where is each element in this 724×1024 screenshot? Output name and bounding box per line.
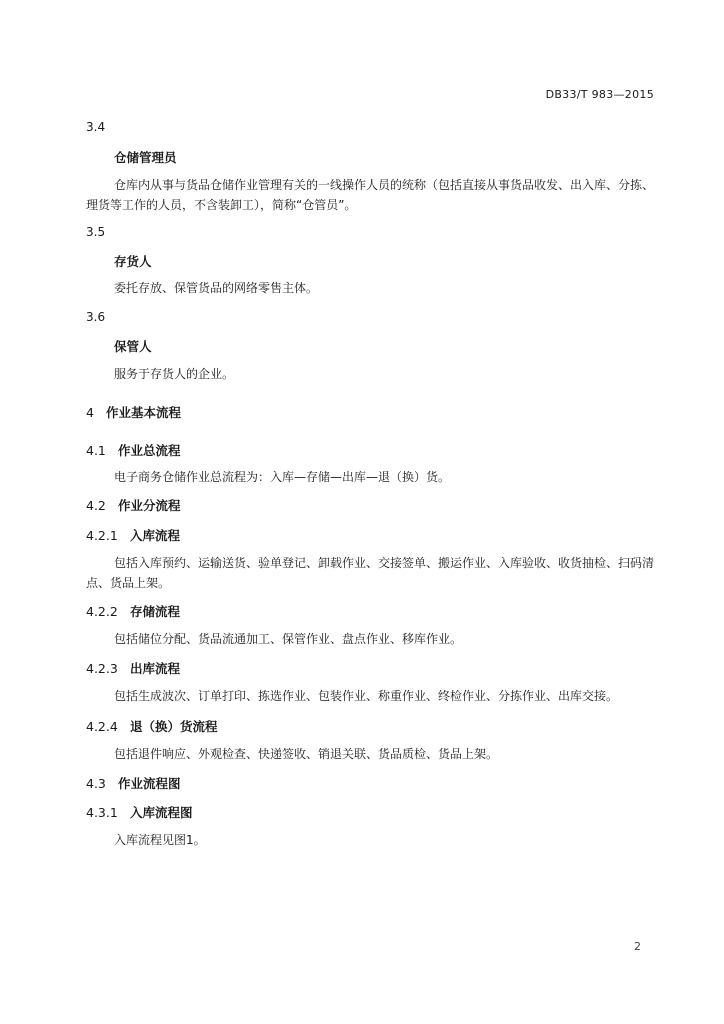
term-definition: 仓库内从事与货品仓储作业管理有关的一线操作人员的统称（包括直接从事货品收发、出入库、分拣、理货等工作的人员，不含装卸工），简称“仓管员”。 — [86, 178, 655, 212]
section-text: 包括储位分配、货品流通加工、保管作业、盘点作业、移库作业。 — [114, 632, 463, 646]
section-title: 作业流程图 — [118, 776, 181, 791]
term-definition: 委托存放、保管货品的网络零售主体。 — [114, 281, 319, 295]
section-number: 4.2 — [86, 498, 106, 513]
section-title: 存储流程 — [130, 604, 181, 619]
section-number: 4.2.1 — [86, 528, 118, 543]
section-title: 作业分流程 — [118, 498, 181, 513]
section-title: 出库流程 — [130, 661, 181, 676]
term-definition: 服务于存货人的企业。 — [114, 367, 235, 381]
document-id: DB33/T 983—2015 — [545, 88, 654, 101]
section-heading — [86, 441, 181, 459]
term-number: 3.6 — [86, 310, 106, 324]
section-number: 4 — [86, 405, 94, 420]
term-name: 存货人 — [114, 254, 152, 269]
section-text: 包括生成波次、订单打印、拣选作业、包装作业、称重作业、终检作业、分拣作业、出库交接。 — [114, 689, 619, 703]
section-title: 入库流程 — [130, 528, 181, 543]
section-text: 包括退件响应、外观检查、快递签收、销退关联、货品质检、货品上架。 — [114, 747, 499, 761]
section-title: 入库流程图 — [130, 805, 193, 820]
section-heading — [86, 526, 180, 544]
term-number: 3.4 — [86, 120, 106, 134]
section-text: 包括入库预约、运输送货、验单登记、卸载作业、交接签单、搬运作业、入库验收、收货抽检、扫码清点、货品上架。 — [86, 556, 655, 590]
section-text: 电子商务仓储作业总流程为：入库—存储—出库—退（换）货。 — [114, 470, 451, 484]
section-number: 4.3.1 — [86, 805, 118, 820]
section-heading — [86, 659, 180, 677]
section-heading — [86, 602, 180, 620]
section-text: 入库流程见图1。 — [114, 833, 206, 847]
term-number: 3.5 — [86, 225, 106, 239]
section-number: 4.1 — [86, 443, 106, 458]
section-number: 4.2.2 — [86, 604, 118, 619]
section-title: 作业总流程 — [118, 443, 181, 458]
section-number: 4.3 — [86, 776, 106, 791]
term-name: 仓储管理员 — [114, 150, 177, 165]
section-title: 退（换）货流程 — [130, 719, 218, 734]
section-heading — [86, 496, 181, 514]
section-heading — [86, 774, 181, 792]
section-title: 作业基本流程 — [106, 405, 182, 420]
section-number: 4.2.3 — [86, 661, 118, 676]
section-number: 4.2.4 — [86, 719, 118, 734]
section-heading — [86, 717, 218, 735]
section-heading — [86, 403, 181, 421]
page-number: 2 — [634, 940, 641, 953]
section-heading — [86, 803, 193, 821]
term-name: 保管人 — [114, 339, 152, 354]
